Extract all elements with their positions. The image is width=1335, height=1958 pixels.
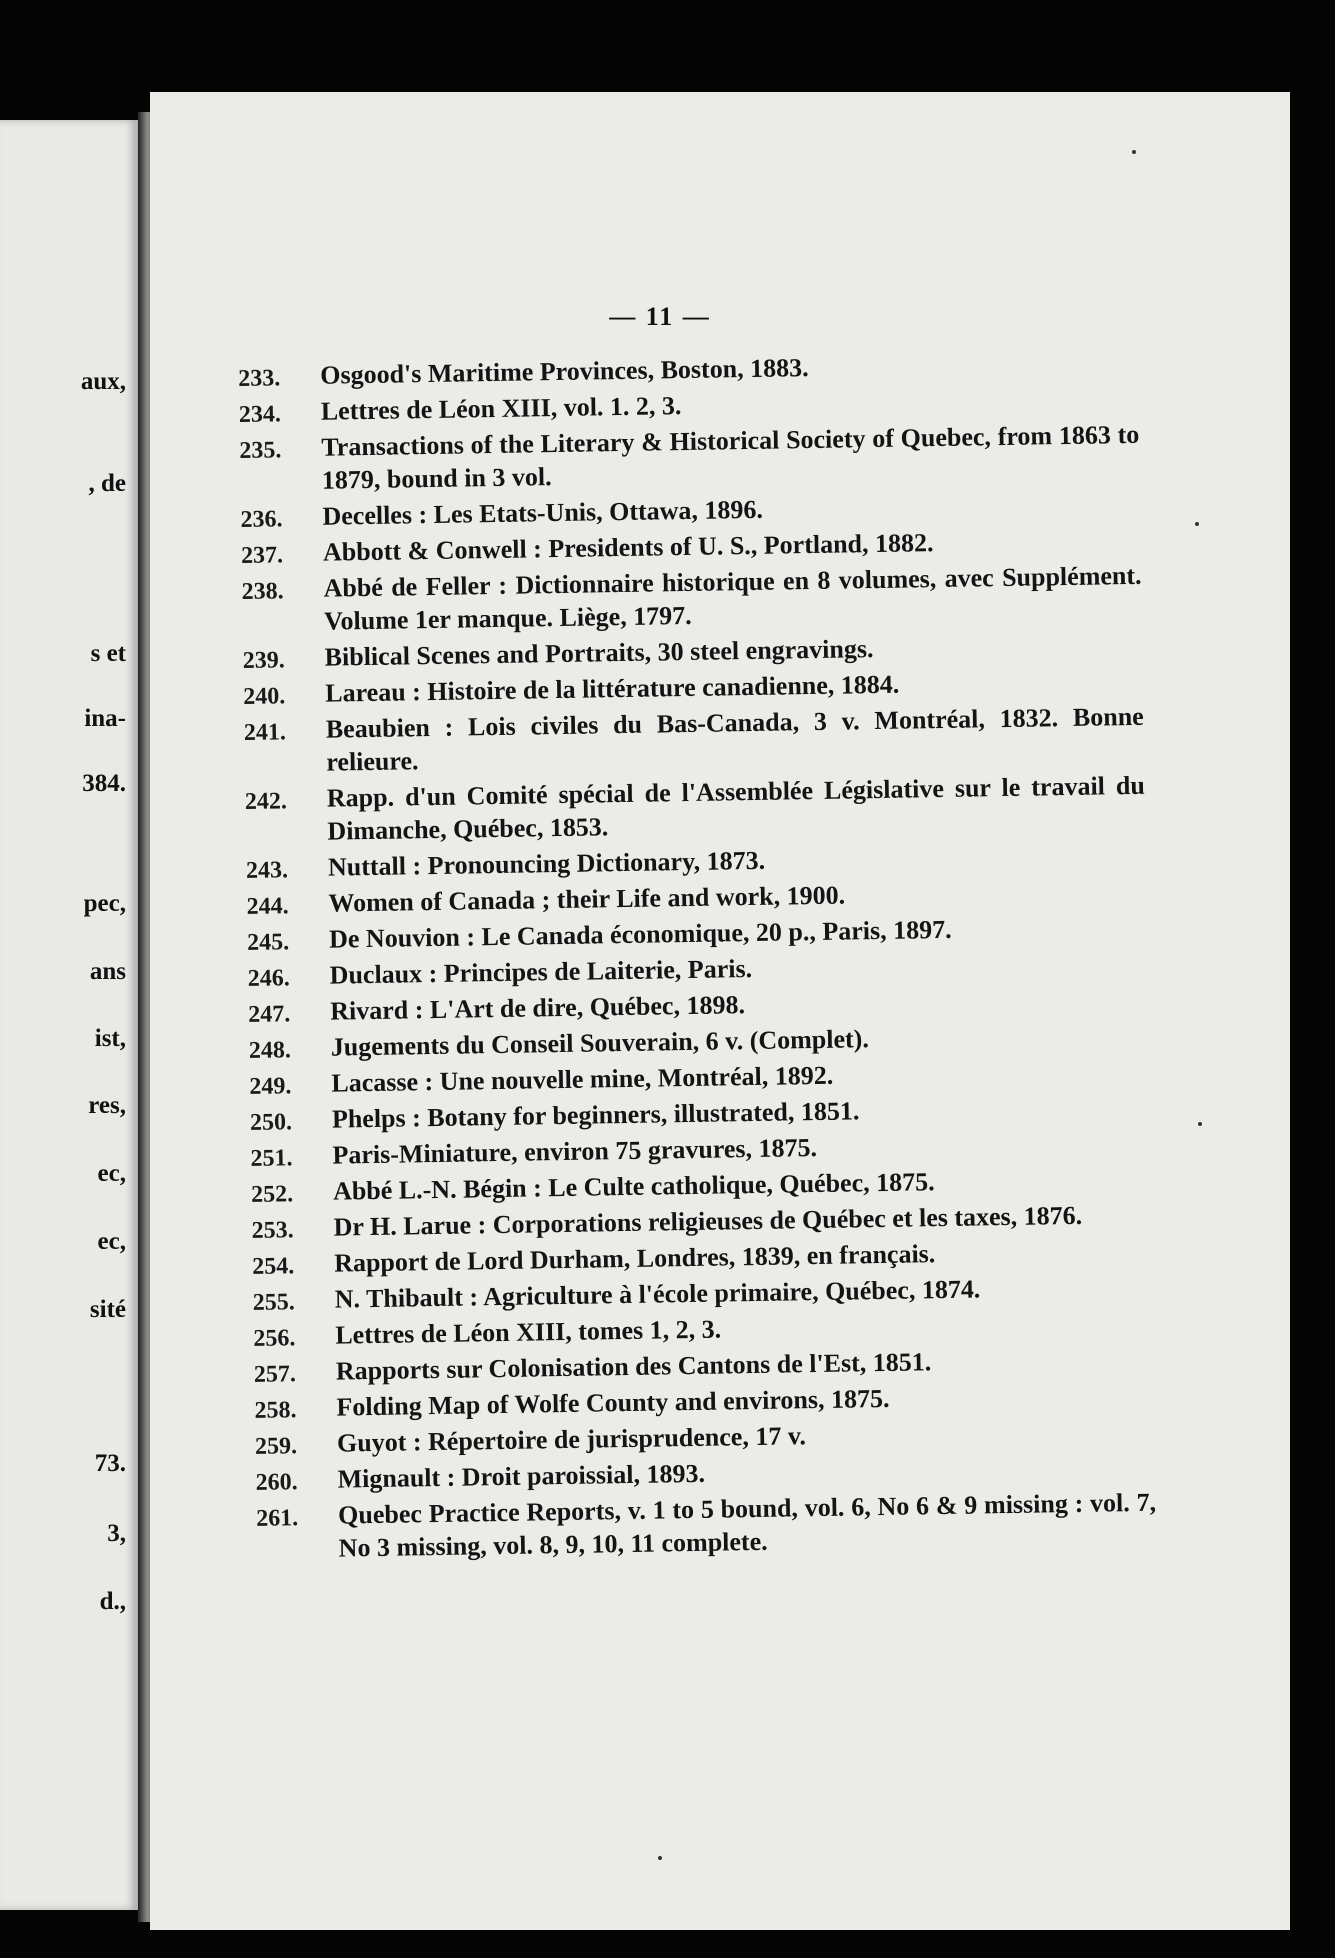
entry-number: 233. [238, 365, 281, 392]
entry-text: Biblical Scenes and Portraits, 30 steel engravings. [324, 634, 874, 672]
right-page [150, 92, 1290, 1930]
catalogue-entry [239, 418, 1140, 498]
left-page-fragment: sité [89, 1296, 126, 1323]
entry-number: 246. [247, 965, 290, 992]
entry-text: Rivard : L'Art de dire, Québec, 1898. [330, 990, 746, 1026]
entry-text: Quebec Practice Reports, v. 1 to 5 bound, vol. 6, No 6 & 9 missing : vol. 7, No 3 missing, vol. 8, 9, 10, 11 complete. [337, 1487, 1157, 1563]
entry-text: Lareau : Histoire de la littérature canadienne, 1884. [325, 669, 900, 708]
entry-text: Phelps : Botany for beginners, illustrated, 1851. [331, 1096, 860, 1134]
left-page-fragment: pec, [83, 890, 126, 917]
entry-number: 234. [238, 401, 282, 428]
entry-number: 255. [252, 1289, 296, 1316]
entry-text: Lacasse : Une nouvelle mine, Montréal, 1892. [331, 1060, 834, 1098]
entry-text: Dr H. Larue : Corporations religieuses de Québec et les taxes, 1876. [333, 1200, 1083, 1242]
catalogue-entry [244, 700, 1145, 780]
catalogue-entry [245, 769, 1146, 849]
entry-number: 260. [255, 1469, 298, 1496]
paper-speck [1132, 150, 1136, 154]
left-page-fragment: 73. [94, 1450, 126, 1477]
entry-text: Folding Map of Wolfe County and environs, 1875. [336, 1383, 890, 1422]
entry-number: 245. [246, 929, 290, 956]
entry-text: Abbé de Feller : Dictionnaire historique en 8 volumes, avec Supplément. Volume 1er manque. Liège, 1797. [323, 560, 1142, 636]
left-page-fragment: ina- [84, 705, 126, 732]
entry-text: Beaubien : Lois civiles du Bas-Canada, 3 v. Montréal, 1832. Bonne relieure. [325, 701, 1144, 777]
entry-number: 254. [252, 1253, 295, 1280]
paper-speck [1198, 1122, 1202, 1126]
catalogue-entry [241, 559, 1142, 639]
entry-number: 252. [250, 1181, 294, 1208]
entry-number: 239. [242, 647, 285, 674]
entry-text: Abbott & Conwell : Presidents of U. S., Portland, 1882. [322, 528, 934, 567]
entry-text: Nuttall : Pronouncing Dictionary, 1873. [327, 845, 766, 882]
entry-text: N. Thibault : Agriculture à l'école primaire, Québec, 1874. [334, 1274, 981, 1314]
left-page-fragment: ec, [97, 1228, 126, 1255]
entry-number: 241. [243, 719, 287, 746]
entry-text: Rapports sur Colonisation des Cantons de l'Est, 1851. [335, 1347, 932, 1386]
entry-text: Transactions of the Literary & Historical Society of Quebec, from 1863 to 1879, bound in 3 vol. [321, 419, 1140, 495]
catalogue-entries [238, 346, 1157, 1569]
entry-number: 238. [241, 578, 284, 605]
entry-text: Women of Canada ; their Life and work, 1900. [328, 880, 846, 918]
left-page-fragment: ist, [94, 1025, 126, 1052]
left-page-fragment: 3, [107, 1520, 126, 1547]
entry-number: 237. [240, 542, 284, 569]
left-page-fragment: ec, [97, 1160, 126, 1187]
entry-number: 259. [254, 1433, 298, 1460]
entry-text: De Nouvion : Le Canada économique, 20 p., Paris, 1897. [328, 914, 952, 954]
paper-speck [1195, 522, 1199, 526]
entry-number: 243. [245, 857, 289, 884]
entry-number: 258. [254, 1397, 297, 1424]
entry-number: 236. [240, 506, 283, 533]
entry-number: 257. [253, 1361, 297, 1388]
entry-text: Duclaux : Principes de Laiterie, Paris. [329, 954, 753, 990]
entry-number: 253. [251, 1217, 294, 1244]
entry-number: 240. [243, 683, 286, 710]
entry-text: Guyot : Répertoire de jurisprudence, 17 v. [336, 1421, 807, 1458]
entry-number: 247. [248, 1001, 291, 1028]
entry-number: 250. [249, 1109, 293, 1136]
entry-text: Lettres de Léon XIII, vol. 1. 2, 3. [320, 391, 682, 426]
entry-number: 244. [246, 893, 289, 920]
entry-text: Abbé L.-N. Bégin : Le Culte catholique, Québec, 1875. [332, 1167, 935, 1206]
left-facing-page [0, 120, 138, 1910]
entry-text: Paris-Miniature, environ 75 gravures, 1875. [332, 1133, 818, 1170]
left-page-fragment: s et [90, 640, 126, 667]
paper-speck [658, 1856, 662, 1860]
entry-text: Osgood's Maritime Provinces, Boston, 1883. [320, 353, 809, 390]
left-page-fragment: 384. [82, 770, 126, 797]
left-page-fragment: aux, [80, 368, 126, 395]
entry-text: Decelles : Les Etats-Unis, Ottawa, 1896. [322, 494, 764, 531]
entry-number: 242. [244, 788, 288, 815]
entry-number: 249. [249, 1073, 292, 1100]
entry-number: 261. [256, 1505, 299, 1532]
catalogue-entry [256, 1486, 1157, 1566]
entry-number: 235. [239, 437, 282, 464]
left-page-fragment: , de [88, 470, 126, 497]
entry-text: Mignault : Droit paroissial, 1893. [337, 1458, 706, 1494]
entry-text: Lettres de Léon XIII, tomes 1, 2, 3. [335, 1314, 722, 1350]
entry-text: Rapp. d'un Comité spécial de l'Assemblée Législative sur le travail du Dimanche, Québec, 1853. [326, 770, 1146, 846]
entry-text: Rapport de Lord Durham, Londres, 1839, en français. [333, 1239, 936, 1278]
entry-number: 248. [248, 1037, 292, 1064]
entry-number: 256. [253, 1325, 296, 1352]
entry-text: Jugements du Conseil Souverain, 6 v. (Complet). [330, 1024, 870, 1062]
left-page-fragment: res, [88, 1092, 126, 1119]
left-page-fragment: ans [89, 958, 126, 985]
left-page-fragment: d., [99, 1588, 126, 1615]
entry-number: 251. [250, 1145, 293, 1172]
page-number: — 11 — [609, 302, 711, 331]
